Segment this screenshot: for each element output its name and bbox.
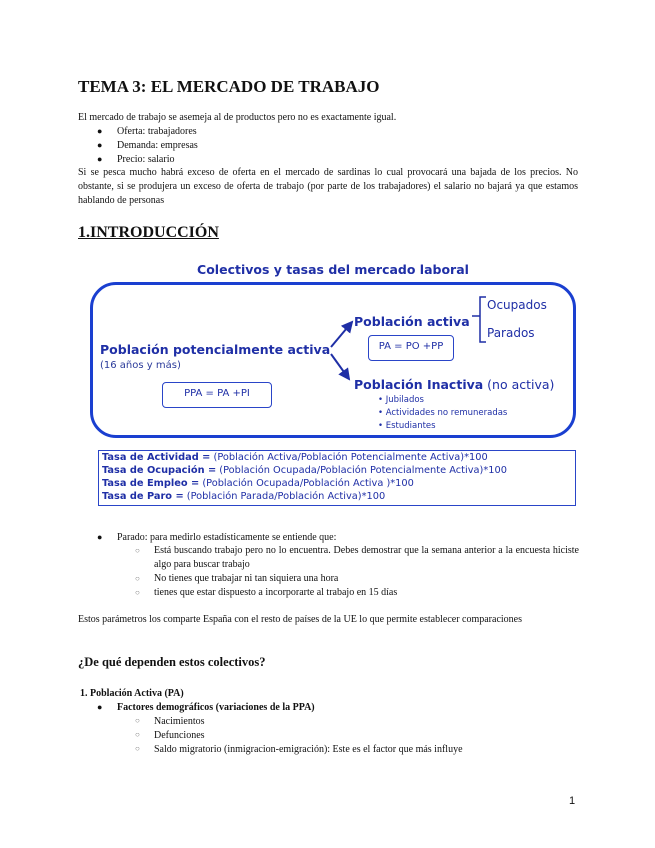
arrow-to-inactive	[331, 354, 349, 379]
bullet-icon: ●	[97, 154, 103, 164]
bullet-icon: ●	[97, 532, 103, 542]
pa-label: Población activa	[354, 314, 470, 329]
list-item: No tienes que trabajar ni tan siquiera una hora	[154, 573, 339, 584]
figure-title: Colectivos y tasas del mercado laboral	[197, 262, 469, 277]
circle-bullet-icon: ○	[135, 744, 140, 753]
pi-label: Población Inactiva	[354, 377, 484, 392]
bullet-icon: ●	[97, 702, 103, 712]
pi-item: • Actividades no remuneradas	[378, 408, 508, 418]
list-item: Saldo migratorio (inmigracion-emigración): Este es el factor que más influye	[154, 744, 463, 755]
section-heading: 1.INTRODUCCIÓN	[78, 224, 219, 241]
circle-bullet-icon: ○	[135, 574, 140, 583]
labor-market-diagram	[88, 258, 578, 513]
ppa-formula: PPA = PA +PI	[184, 388, 250, 399]
list-item: Precio: salario	[117, 154, 175, 165]
pi-item: • Jubilados	[378, 395, 424, 405]
list-item: Está buscando trabajo pero no lo encuentra. Debes demostrar que la semana anterior a la encuesta hiciste algo para buscar trabajo	[154, 545, 579, 570]
parados-label: Parados	[487, 326, 535, 340]
circle-bullet-icon: ○	[135, 730, 140, 739]
subheading: ¿De qué dependen estos colectivos?	[78, 655, 266, 669]
list-item: Factores demográficos (variaciones de la PPA)	[117, 702, 315, 713]
page-title: TEMA 3: EL MERCADO DE TRABAJO	[78, 77, 380, 96]
list-item: Nacimientos	[154, 716, 205, 727]
pa-formula: PA = PO +PP	[378, 341, 444, 352]
list-item: Demanda: empresas	[117, 140, 198, 151]
pa-formula-box	[368, 335, 454, 361]
paragraph: Estos parámetros los comparte España con el resto de países de la UE lo que permite establecer comparaciones	[78, 614, 522, 625]
page-number: 1	[569, 795, 576, 807]
rates-box	[98, 450, 576, 506]
rate-activity: Tasa de Actividad = (Población Activa/Población Potencialmente Activa)*100	[102, 452, 488, 463]
bracket	[480, 297, 486, 342]
paragraph: Si se pesca mucho habrá exceso de oferta en el mercado de sardinas lo cual provocará una bajada de los precios. No obstante, si se produjera un exceso de oferta de trabajo (por parte de los trabajadores) el salario no bajará ya que estamos hablando de personas	[78, 167, 578, 206]
ppa-sub: (16 años y más)	[100, 360, 181, 371]
arrow-to-active	[331, 322, 352, 347]
pi-sub: (no activa)	[487, 377, 555, 392]
ocupados-label: Ocupados	[487, 298, 547, 312]
list-item: Defunciones	[154, 730, 205, 741]
intro-text: El mercado de trabajo se asemeja al de productos pero no es exactamente igual.	[78, 112, 397, 123]
rate-employment: Tasa de Empleo = (Población Ocupada/Población Activa )*100	[102, 478, 414, 489]
circle-bullet-icon: ○	[135, 588, 140, 597]
pi-item: • Estudiantes	[378, 421, 436, 430]
ppa-formula-box	[162, 382, 272, 408]
list-item: Oferta: trabajadores	[117, 126, 197, 137]
list-item: Parado: para medirlo estadísticamente se entiende que:	[117, 532, 337, 543]
rate-unemployment: Tasa de Paro = (Población Parada/Población Activa)*100	[102, 491, 386, 502]
rate-occupation: Tasa de Ocupación = (Población Ocupada/Población Potencialmente Activa)*100	[102, 465, 507, 476]
circle-bullet-icon: ○	[135, 716, 140, 725]
circle-bullet-icon: ○	[135, 546, 140, 555]
numbered-heading: 1. Población Activa (PA)	[80, 688, 184, 699]
bullet-icon: ●	[97, 140, 103, 150]
bullet-icon: ●	[97, 126, 103, 136]
ppa-label: Población potencialmente activa	[100, 342, 331, 357]
list-item: tienes que estar dispuesto a incorporarte al trabajo en 15 días	[154, 587, 398, 598]
